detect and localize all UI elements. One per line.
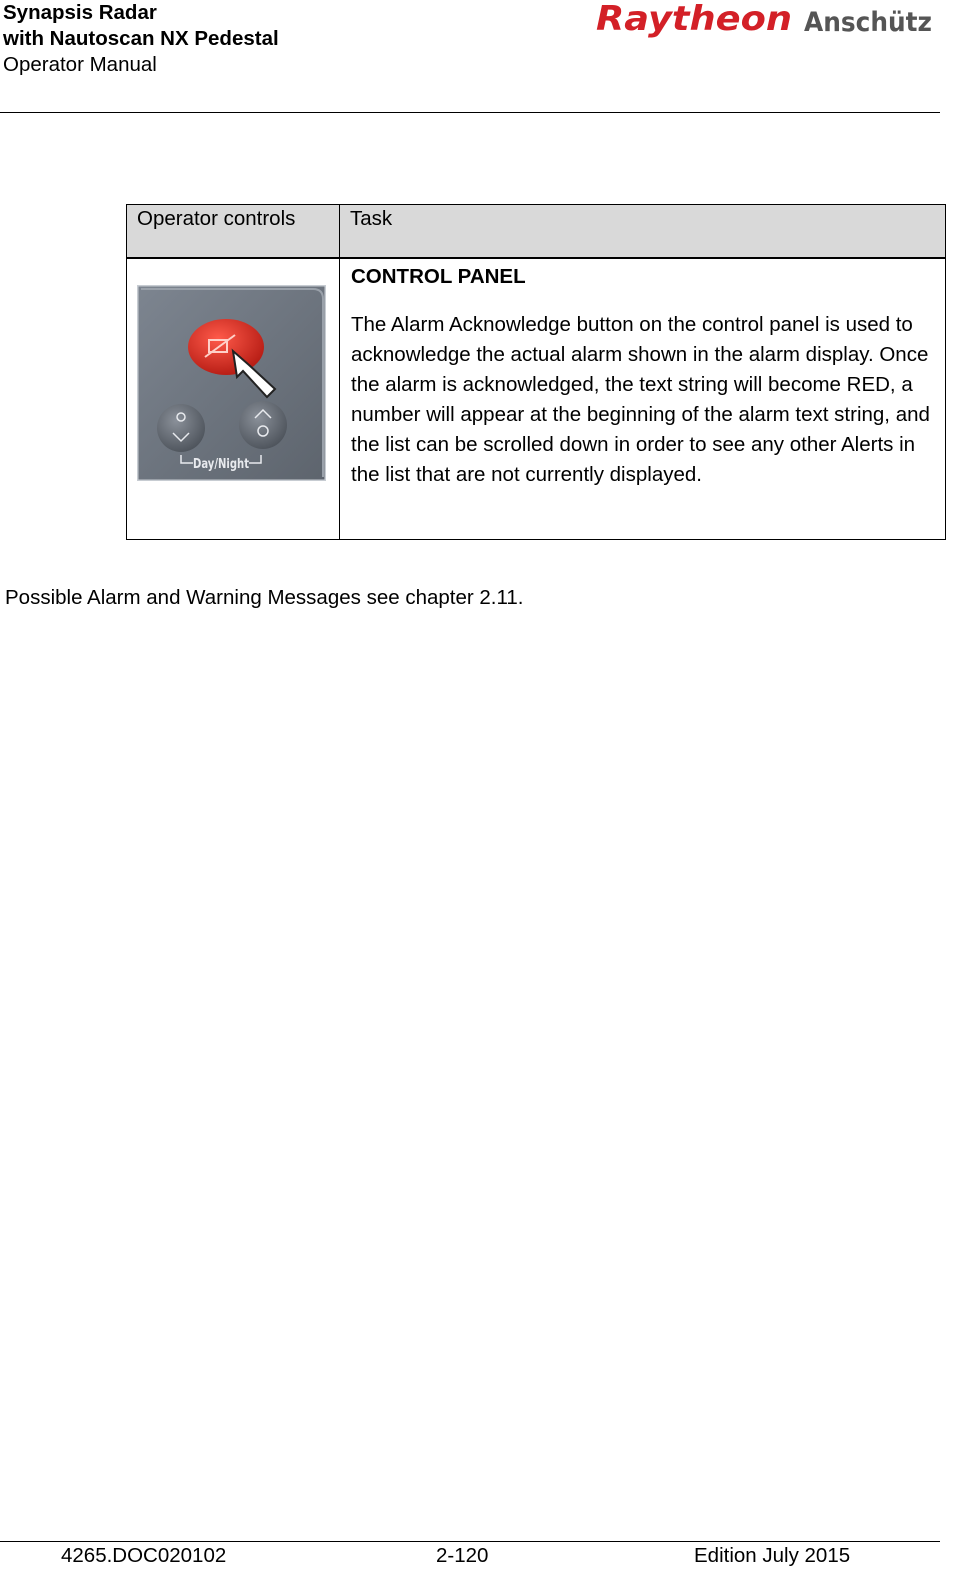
task-description: The Alarm Acknowledge button on the control panel is used to acknowledge the actual alarm shown in the alarm display. Once the alarm is acknowledged, the text string will become RED, a number will appear at the beginning of the alarm text string, and the list can be scrolled down in order to see any other Alerts in the list that are not currently displayed. — [351, 313, 930, 486]
operator-control-image-cell — [127, 258, 340, 540]
alarm-messages-reference: Possible Alarm and Warning Messages see chapter 2.11. — [5, 586, 524, 609]
operator-controls-table — [126, 204, 946, 540]
document-header — [3, 0, 279, 78]
control-panel-alarm-acknowledge-photo — [137, 285, 326, 481]
logo-sub: Anschütz — [804, 7, 932, 38]
footer-doc-number: 4265.DOC020102 — [61, 1544, 227, 1567]
header-divider — [0, 112, 940, 113]
footer-edition: Edition July 2015 — [694, 1544, 851, 1567]
day-night-label: Day/Night — [193, 457, 249, 472]
footer-divider — [0, 1541, 940, 1542]
footer-page-number: 2-120 — [436, 1544, 489, 1567]
column-header-task: Task — [340, 205, 946, 259]
task-title: CONTROL PANEL — [351, 265, 526, 288]
logo-brand: Raytheon — [596, 0, 792, 39]
header-product-title: Synapsis Radar — [3, 1, 157, 24]
table-header-row — [127, 205, 946, 259]
task-description-cell — [340, 258, 946, 540]
column-header-operator-controls: Operator controls — [127, 205, 340, 259]
header-manual-type: Operator Manual — [3, 53, 157, 76]
table-row — [127, 258, 946, 540]
header-product-subtitle: with Nautoscan NX Pedestal — [3, 27, 279, 50]
brightness-down-button-icon — [157, 404, 205, 452]
raytheon-anschuetz-logo — [596, 0, 941, 44]
brightness-up-button-icon — [239, 401, 287, 449]
